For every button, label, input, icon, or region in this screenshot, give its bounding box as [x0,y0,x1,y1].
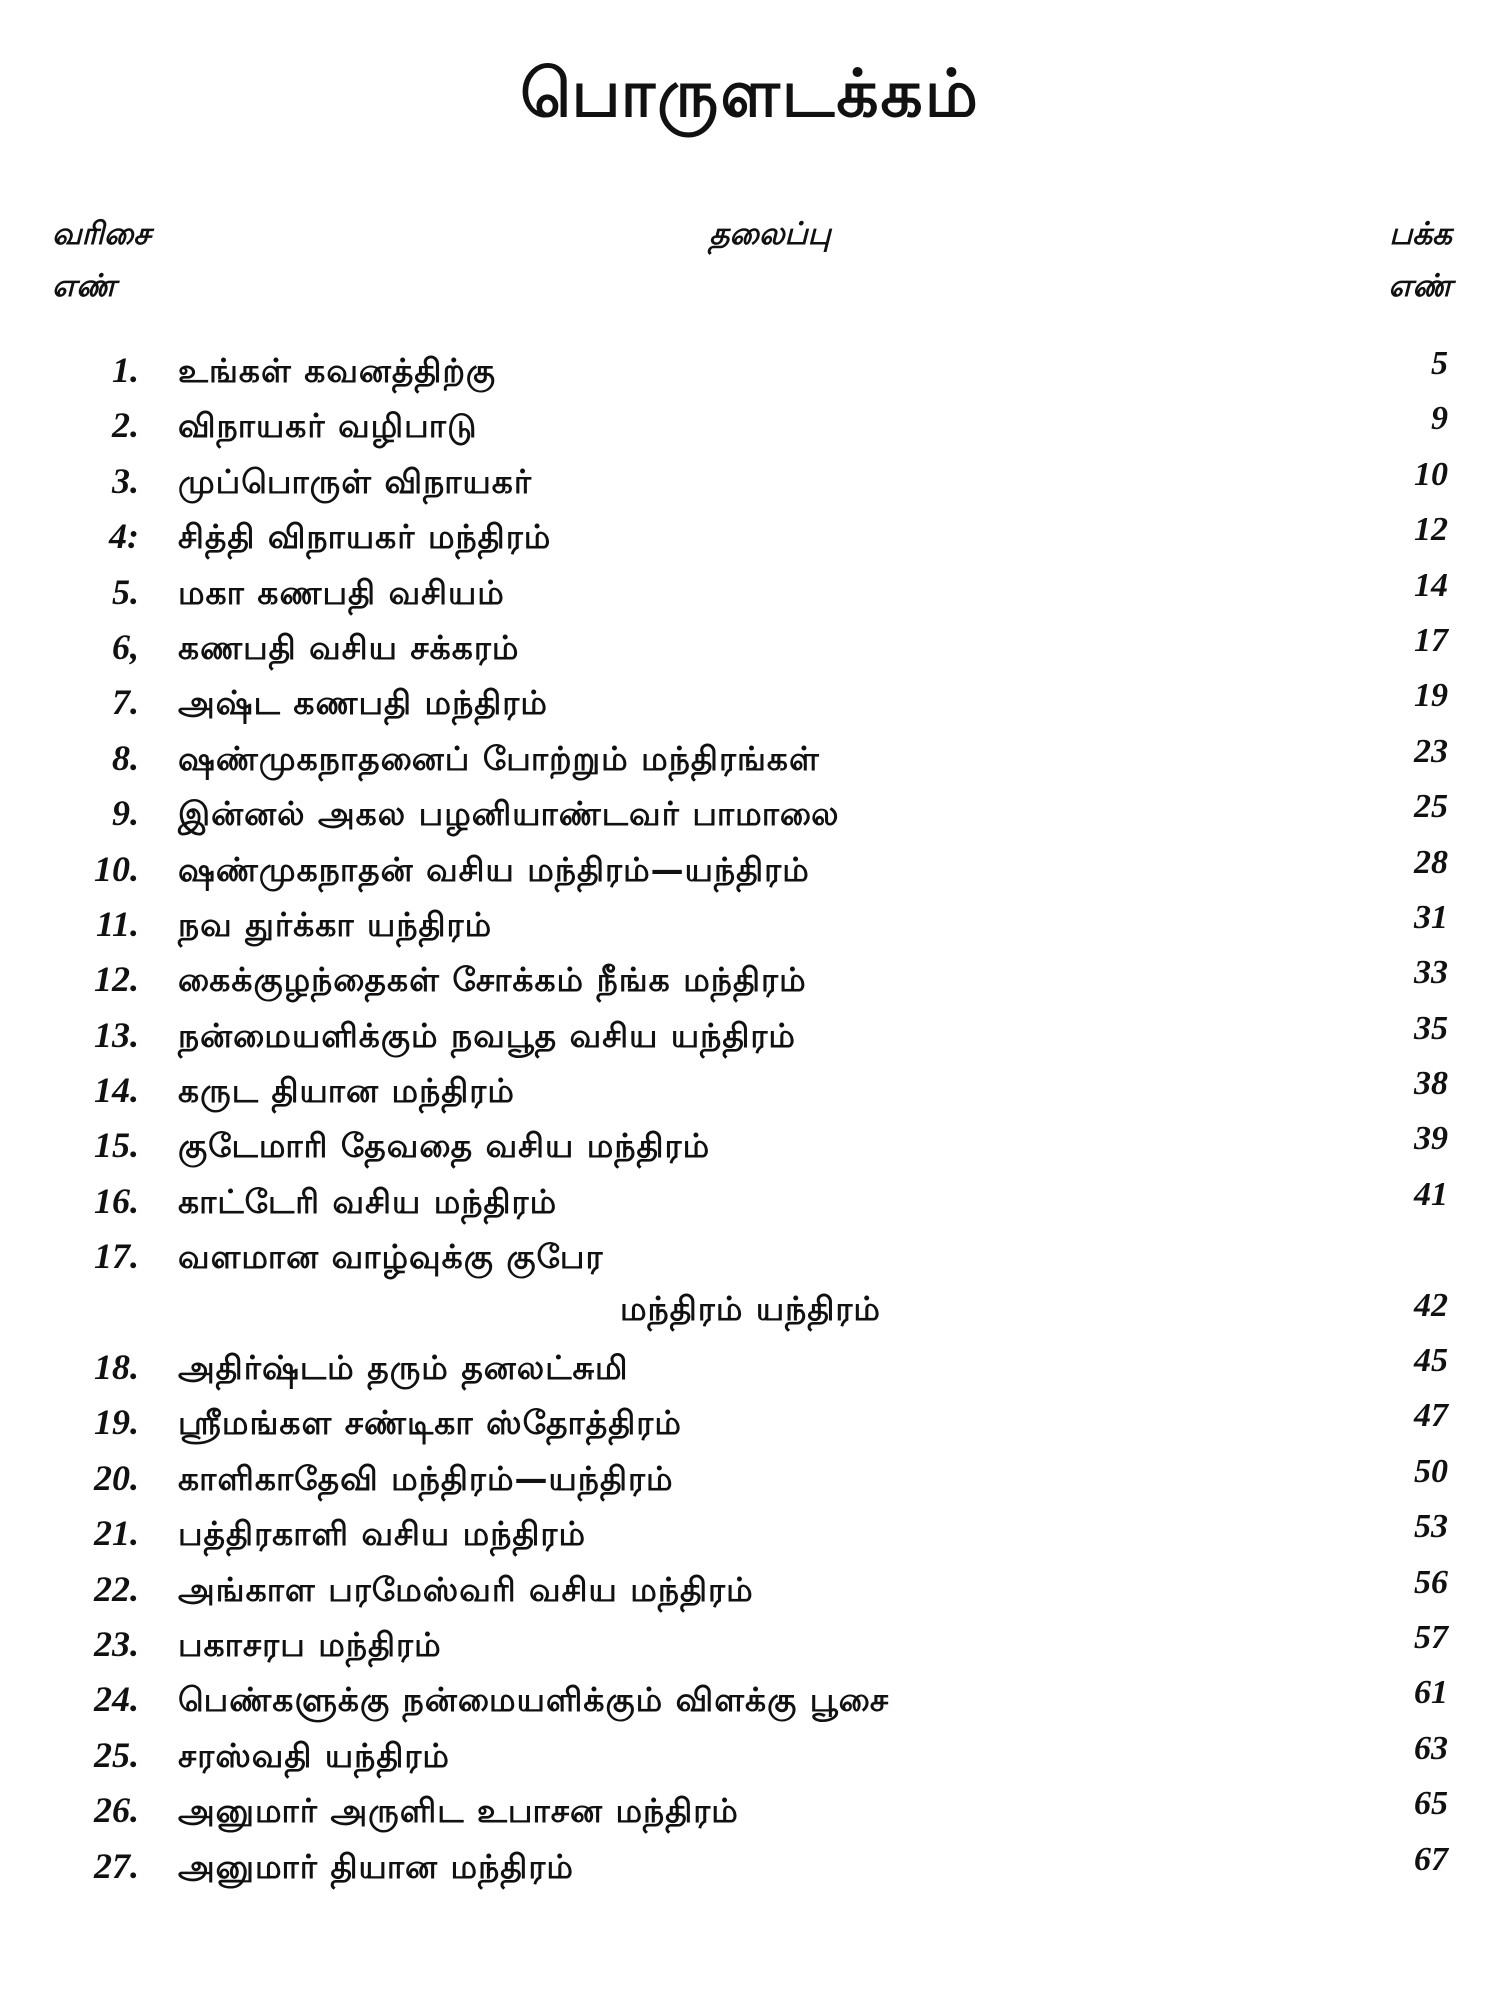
entry-title: நவ துர்க்கா யந்திரம் [178,904,493,944]
entry-number: 19. [94,1402,139,1443]
entry-title: அனுமார் தியான மந்திரம் [178,1846,574,1886]
entry-page-number: 39 [1414,1120,1448,1158]
serial-number-header-line2: எண் [52,268,116,304]
title-header: தலைப்பு [709,216,831,252]
toc-entry [0,1674,1500,1729]
toc-entry [0,1342,1500,1397]
entry-page-number: 57 [1414,1619,1448,1656]
entry-title: இன்னல் அகல பழனியாண்டவர் பாமாலை [178,794,840,834]
entry-number: 15. [94,1125,139,1166]
entry-number: 26. [94,1790,139,1831]
toc-entry [0,622,1500,677]
entry-page-number: 35 [1414,1009,1448,1047]
entry-page-number: 65 [1414,1785,1448,1823]
entry-page-number: 50 [1414,1452,1448,1490]
entry-title: அஷ்ட கணபதி மந்திரம் [178,683,548,723]
entry-title: காளிகாதேவி மந்திரம்—யந்திரம் [178,1458,674,1498]
entry-number: 12. [94,959,139,1000]
entry-number: 6, [112,626,139,667]
entry-title: சரஸ்வதி யந்திரம் [178,1735,450,1775]
entry-number: 13. [94,1014,139,1055]
toc-entry [0,1176,1500,1231]
entry-page-number: 38 [1414,1065,1448,1103]
entry-page-number: 53 [1414,1508,1448,1546]
entry-title: கணபதி வசிய சக்கரம் [178,627,520,667]
entry-number: 22. [94,1568,139,1609]
page-title: பொருளடக்கம் [520,55,980,132]
entry-number: 9. [112,793,139,834]
entry-number: 5. [112,571,139,612]
toc-entry [0,1730,1500,1785]
entry-page-number: 14 [1414,566,1448,604]
entry-page-number: 33 [1414,954,1448,992]
entry-number: 1. [112,350,139,390]
entry-title: கருட தியான மந்திரம் [178,1071,515,1111]
entry-number: 25. [94,1734,139,1775]
toc-entry [0,1231,1500,1342]
entry-title: பத்திரகாளி வசிய மந்திரம் [178,1514,587,1554]
toc-entry [0,1619,1500,1674]
entry-number: 20. [94,1457,139,1498]
entry-title: பகாசரப மந்திரம் [178,1625,442,1664]
entry-number: 4: [109,516,139,557]
entry-title-continued: மந்திரம் யந்திரம் [620,1289,881,1329]
serial-number-header-line1: வரிசை [52,216,151,252]
entry-number: 16. [94,1180,139,1221]
page-number-header-line2: எண் [1388,268,1452,304]
entry-number: 27. [94,1845,139,1886]
toc-entry [0,1785,1500,1840]
entry-number: 14. [94,1070,139,1111]
entry-title: பெண்களுக்கு நன்மையளிக்கும் விளக்கு பூசை [178,1680,890,1720]
toc-entry [0,456,1500,511]
entry-title: முப்பொருள் விநாயகர் [178,461,533,501]
entry-number: 17. [94,1236,139,1277]
page-number-header-line1: பக்க [1389,216,1452,252]
entry-title: மகா கணபதி வசியம் [178,572,505,612]
toc-entry [0,1397,1500,1452]
entry-number: 3. [112,460,139,501]
entry-number: 24. [94,1679,139,1720]
toc-entry [0,567,1500,622]
entry-title: ஷண்முகநாதன் வசிய மந்திரம்—யந்திரம் [178,849,810,889]
entry-title: அங்காள பரமேஸ்வரி வசிய மந்திரம் [178,1569,754,1609]
entry-page-number: 41 [1414,1175,1448,1213]
entry-page-number: 5 [1431,345,1448,382]
toc-entry [0,1508,1500,1563]
entry-page-number: 61 [1414,1674,1448,1712]
toc-entry [0,844,1500,899]
entry-number: 8. [112,737,139,778]
entry-title: அனுமார் அருளிட உபாசன மந்திரம் [178,1791,739,1831]
entry-title: வளமான வாழ்வுக்கு குபேர [178,1237,604,1277]
entry-page-number: 23 [1414,732,1448,770]
entry-title: அதிர்ஷ்டம் தரும் தனலட்சுமி [178,1348,629,1388]
toc-entry [0,954,1500,1009]
entry-page-number: 63 [1414,1729,1448,1767]
entry-page-number: 12 [1414,511,1448,549]
toc-entry [0,511,1500,566]
entry-page-number: 56 [1414,1563,1448,1601]
entry-page-number: 47 [1414,1397,1448,1435]
entry-title: ஸ்ரீமங்கள சண்டிகா ஸ்தோத்திரம் [178,1403,682,1443]
entry-page-number: 9 [1431,400,1448,438]
entry-title: நன்மையளிக்கும் நவபூத வசிய யந்திரம் [178,1015,796,1055]
toc-entry [0,400,1500,455]
entry-page-number: 42 [1414,1287,1448,1325]
entry-number: 21. [94,1513,139,1554]
entry-title: கைக்குழந்தைகள் சோக்கம் நீங்க மந்திரம் [178,960,807,1000]
toc-entry [0,677,1500,732]
entry-title: காட்டேரி வசிய மந்திரம் [178,1181,558,1221]
entry-page-number: 10 [1414,455,1448,493]
entry-page-number: 19 [1414,677,1448,715]
entry-number: 23. [94,1624,139,1664]
entry-number: 11. [95,903,139,944]
page-number-header [1388,208,1452,312]
toc-entry [0,1010,1500,1065]
entry-page-number: 25 [1414,788,1448,826]
entry-page-number: 31 [1414,898,1448,936]
entry-number: 10. [94,848,139,889]
toc-entry [0,733,1500,788]
toc-entry [0,1453,1500,1508]
toc-entry [0,1120,1500,1175]
entry-page-number: 67 [1414,1840,1448,1878]
entry-page-number: 17 [1414,621,1448,659]
toc-entry [0,1065,1500,1120]
entry-page-number: 45 [1414,1342,1448,1380]
entry-title: குடேமாரி தேவதை வசிய மந்திரம் [178,1126,711,1166]
toc-entry [0,899,1500,954]
toc-entry [0,1564,1500,1619]
entry-title: சித்தி விநாயகர் மந்திரம் [178,517,552,557]
entry-number: 18. [94,1347,139,1388]
entry-title: விநாயகர் வழிபாடு [178,406,478,446]
toc-list [0,345,1500,1896]
toc-entry [0,788,1500,843]
entry-page-number: 28 [1414,843,1448,881]
entry-number: 2. [112,405,139,446]
toc-entry [0,1841,1500,1896]
entry-title: ஷண்முகநாதனைப் போற்றும் மந்திரங்கள் [178,738,820,778]
entry-number: 7. [112,682,139,723]
entry-title: உங்கள் கவனத்திற்கு [178,351,497,390]
toc-entry [0,345,1500,400]
